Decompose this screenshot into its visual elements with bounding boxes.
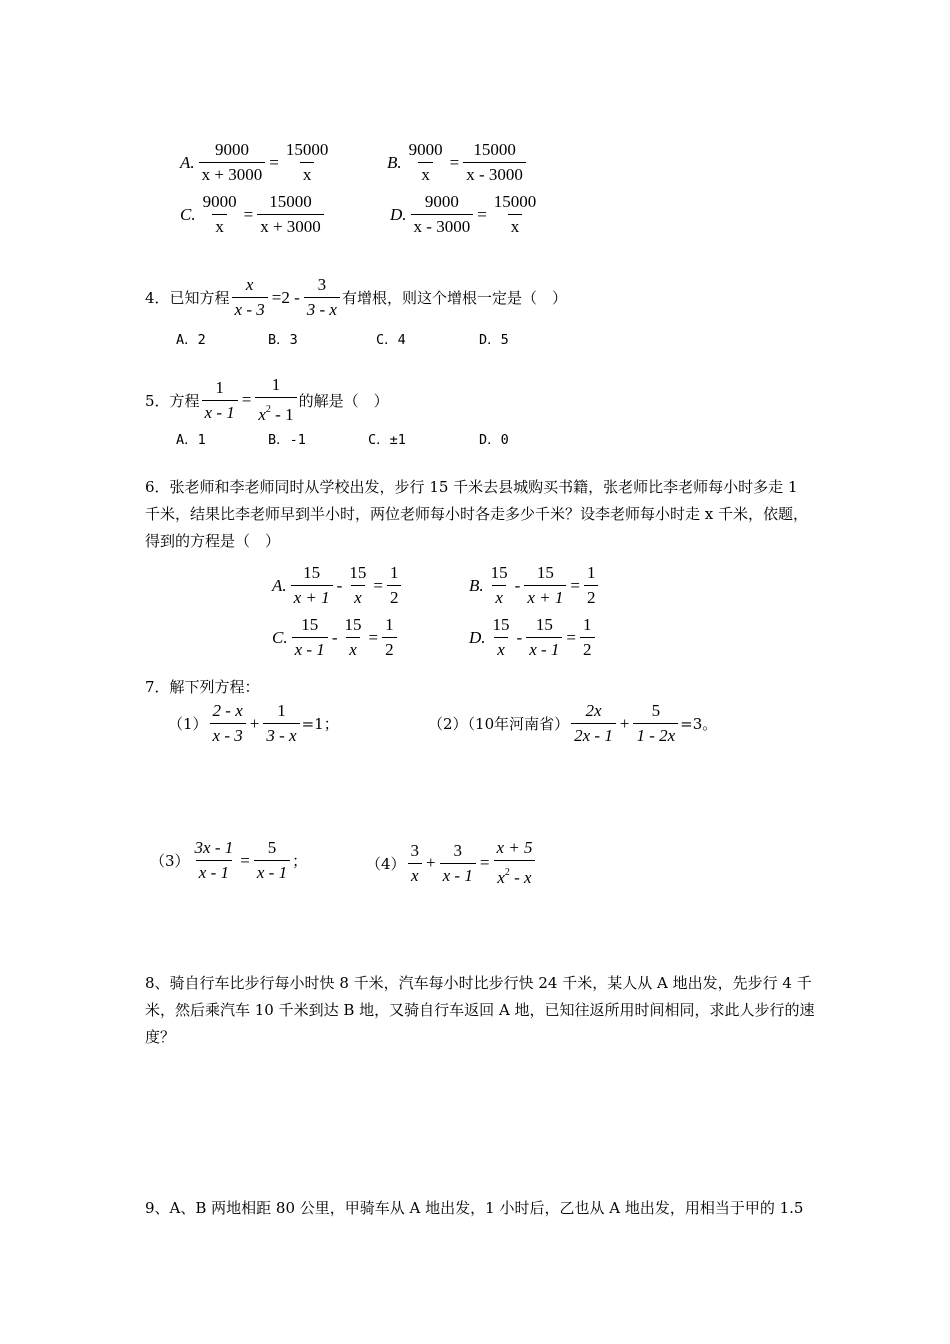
fraction: $\frac{15000}{x}$ <box>285 140 329 184</box>
q5-prefix: 5．方程 <box>145 391 200 410</box>
q5-option-a: A．1 <box>176 432 206 448</box>
q4-option-d: D．5 <box>479 332 509 348</box>
fraction: $\frac{9000}{x + 3000}$ <box>199 140 266 185</box>
q5-suffix: 的解是（ ） <box>298 391 389 410</box>
fraction: $\frac{15000}{x + 3000}$ <box>257 192 324 237</box>
q7-part-3: （3） $\frac{3x - 1}{x - 1}$ = $\frac{5}{x - 1}$ ； <box>150 838 308 882</box>
question-8-text: 8、骑自行车比步行每小时快 8 千米，汽车每小时比步行快 24 千米，某人从 A 地出发，先步行 4 千米，然后乘汽车 10 千米到达 B 地，又骑自行车返回 A 地，已知往返所用时间相同，求此人步行的速度？ <box>145 974 815 1046</box>
q4-option-b: B．3 <box>268 332 298 348</box>
q7-part-4: （4） $\frac{3}{x}$ + $\frac{3}{x - 1}$ = $\frac{x + 5}{x^2 - x}$ <box>366 838 537 888</box>
question-5: 5．方程 $\frac{1}{x - 1}$ = $\frac{1}{x^2 - 1}$ 的解是（ ） <box>145 375 389 424</box>
q3-option-a: A. $\frac{9000}{x + 3000}$ = $\frac{15000}{x}$ <box>180 140 333 185</box>
q7-part-2: （2）（10年河南省） $\frac{2x}{2x - 1}$ + $\frac{5}{1 - 2x}$ =3。 <box>428 701 718 745</box>
question-6-text: 6．张老师和李老师同时从学校出发，步行 15 千米去县城购买书籍，张老师比李老师每小时多走 1 千米，结果比李老师早到半小时，两位老师每小时各走多少千米？设李老师每小时走 x 千米，依题，得到的方程是（ ） <box>145 478 809 550</box>
q5-option-b: B．-1 <box>268 432 306 448</box>
q4-option-a: A．2 <box>176 332 206 348</box>
question-4: 4．已知方程 $\frac{x}{x - 3}$ =2 - $\frac{3}{3 - x}$ 有增根，则这个增根一定是（ ） <box>145 275 567 319</box>
fraction: $\frac{9000}{x - 3000}$ <box>411 192 474 237</box>
fraction: $\frac{1}{x^2 - 1}$ <box>255 375 296 425</box>
q5-option-c: C．±1 <box>368 432 406 448</box>
q6-option-b: B. $\frac{15}{x}$ - $\frac{15}{x + 1}$ = $\frac{1}{2}$ <box>469 563 600 608</box>
fraction: $\frac{15000}{x - 3000}$ <box>463 140 526 185</box>
fraction: $\frac{9000}{x}$ <box>408 140 443 184</box>
fraction: $\frac{x}{x - 3}$ <box>232 275 268 320</box>
fraction: $\frac{1}{x - 1}$ <box>202 378 238 423</box>
fraction: $\frac{15000}{x}$ <box>493 192 537 236</box>
option-label: B. <box>387 152 402 172</box>
fraction: $\frac{9000}{x}$ <box>202 192 237 236</box>
q3-option-c: C. $\frac{9000}{x}$ = $\frac{15000}{x + 3000}$ <box>180 192 326 237</box>
q4-suffix: 有增根，则这个增根一定是（ ） <box>341 289 567 307</box>
option-label: D. <box>390 204 407 224</box>
q6-option-a: A. $\frac{15}{x + 1}$ - $\frac{15}{x}$ = $\frac{1}{2}$ <box>272 563 403 608</box>
fraction: $\frac{3}{3 - x}$ <box>304 275 340 320</box>
q3-option-b: B. $\frac{9000}{x}$ = $\frac{15000}{x - 3000}$ <box>387 140 528 185</box>
option-label: C. <box>180 204 196 224</box>
q3-option-d: D. $\frac{9000}{x - 3000}$ = $\frac{15000}{x}$ <box>390 192 541 237</box>
q4-prefix: 4．已知方程 <box>145 289 230 307</box>
q7-part-1: （1） $\frac{2 - x}{x - 3}$ + $\frac{1}{3 - x}$ =1； <box>168 701 339 745</box>
q6-option-d: D. $\frac{15}{x}$ - $\frac{15}{x - 1}$ = $\frac{1}{2}$ <box>469 615 597 660</box>
q6-option-c: C. $\frac{15}{x - 1}$ - $\frac{15}{x}$ = $\frac{1}{2}$ <box>272 615 399 660</box>
option-label: A. <box>180 152 195 172</box>
question-9-text: 9、A、B 两地相距 80 公里，甲骑车从 A 地出发，1 小时后，乙也从 A 地出发，用相当于甲的 1.5 <box>145 1199 804 1217</box>
q4-option-c: C．4 <box>376 332 406 348</box>
q5-option-d: D．0 <box>479 432 509 448</box>
question-7-title: 7．解下列方程： <box>145 678 260 696</box>
